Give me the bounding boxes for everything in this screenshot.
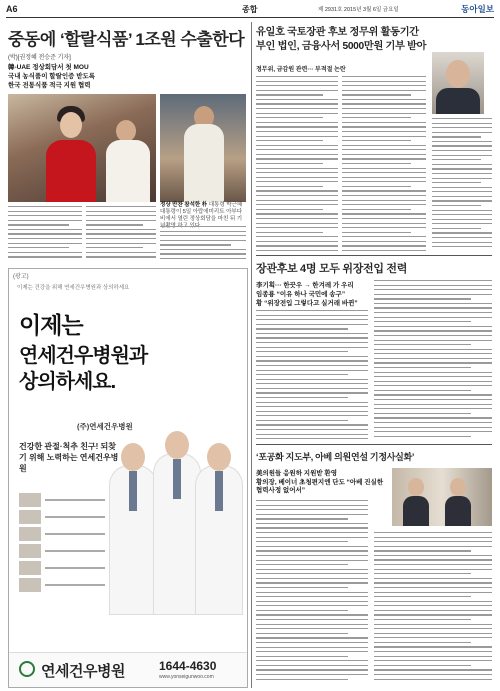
ad-label: (광고) xyxy=(13,274,29,280)
section-rule xyxy=(256,444,492,445)
hospital-logo-icon xyxy=(19,661,35,677)
summit-photo xyxy=(8,94,156,202)
masthead xyxy=(6,3,494,18)
issue-info: 제 2931호 2015년 3월 6일 금요일 xyxy=(318,7,399,13)
right1-text-col3 xyxy=(432,118,492,254)
ad-headline-2: 연세건우병원과 xyxy=(19,345,148,367)
ad-top-text: 이제는 건강을 위해 연세건우병원과 상의하세요 xyxy=(17,285,130,291)
page-number: A6 xyxy=(6,4,18,14)
right1-text-col2 xyxy=(342,76,426,254)
column-divider xyxy=(251,22,252,688)
hospital-advertisement xyxy=(8,268,248,688)
summit-photo-2 xyxy=(160,94,246,202)
ad-category: 건강한 관절·척추 친구! 되찾기 위해 노력하는 연세건우병원 xyxy=(19,442,119,473)
right-headline-3: ‘포공화 지도부, 아베 의원연설 기정사실화’ xyxy=(256,452,415,462)
ad-website: www.yonseigunwoo.com xyxy=(159,674,214,680)
ad-footer-name: 연세건우병원 xyxy=(41,663,125,680)
right-headline-1-line1: 유일호 국토장관 후보 정무위 활동기간 xyxy=(256,27,419,38)
officials-photo xyxy=(392,468,492,526)
ad-brand-small: (주)연세건우병원 xyxy=(77,422,133,431)
right1-text-col1 xyxy=(256,76,338,254)
doctors-photo xyxy=(109,419,241,615)
right-headline-1-line2: 부인 법인, 금융사서 5000만원 기부 받아 xyxy=(256,41,427,52)
right3-subheads xyxy=(256,468,388,495)
caption-bold: 정상 만찬 참석한 朴 xyxy=(160,202,208,208)
ad-phone: 1644-4630 xyxy=(159,659,217,673)
left-byline: (박)[권정혜 전승준 기자] xyxy=(8,55,71,61)
right-headline-2: 장관후보 4명 모두 위장전입 전력 xyxy=(256,263,408,275)
newspaper-brand: 동아일보 xyxy=(461,4,494,14)
caption-text: 대통령 박근혜 대통령이 5일 아랍에미리트 아부다비에서 열린 정상회담을 마친 뒤 기 xyxy=(160,202,243,222)
ad-doctor-list xyxy=(19,493,105,595)
right3-subhead: 황의장, 베이너 초청편지엔 단도 “아베 진실한 협력사정 없어서” xyxy=(256,479,384,494)
right2-text-col2 xyxy=(374,280,492,442)
body-text-col1 xyxy=(8,206,82,262)
right2-subhead: 임종룡 “이유 하나 국민에 송구” xyxy=(256,291,346,298)
right3-subhead: 美의원들 응원하 지원받 환영 xyxy=(256,470,337,477)
ad-headline-1: 이제는 xyxy=(19,312,83,338)
ad-footer xyxy=(9,652,247,687)
right2-subhead: 황 “위장전입 그렇다고 실거래 바뀐” xyxy=(256,300,358,307)
left-subhead: 한국 전통식품 적극 지원 협력 xyxy=(8,82,91,89)
right2-text-col1 xyxy=(256,310,368,442)
minister-portrait xyxy=(432,52,484,114)
right2-subhead: 李기획··· 한끗우 → 한겨레 가 우리 xyxy=(256,282,354,289)
right-subhead-1: 정무위, 금감원 관련··· 부적절 논란 xyxy=(256,67,346,73)
right3-text-col1 xyxy=(256,500,368,686)
body-text-col3 xyxy=(160,226,246,262)
ad-headline-3: 상의하세요. xyxy=(19,371,116,393)
right-headline-1 xyxy=(256,26,492,54)
left-subheads xyxy=(8,62,246,89)
section-rule xyxy=(256,255,492,256)
right3-text-col2 xyxy=(374,532,492,686)
left-headline: 중동에 ‘할랄식품’ 1조원 수출한다 xyxy=(8,30,245,49)
section-label: 종합 xyxy=(242,5,258,14)
left-subhead: 국내 농식품이 할랄인증 받도록 xyxy=(8,73,96,80)
left-subhead: 韓-UAE 정상회담서 첫 MOU xyxy=(8,64,89,71)
body-text-col2 xyxy=(86,206,156,262)
